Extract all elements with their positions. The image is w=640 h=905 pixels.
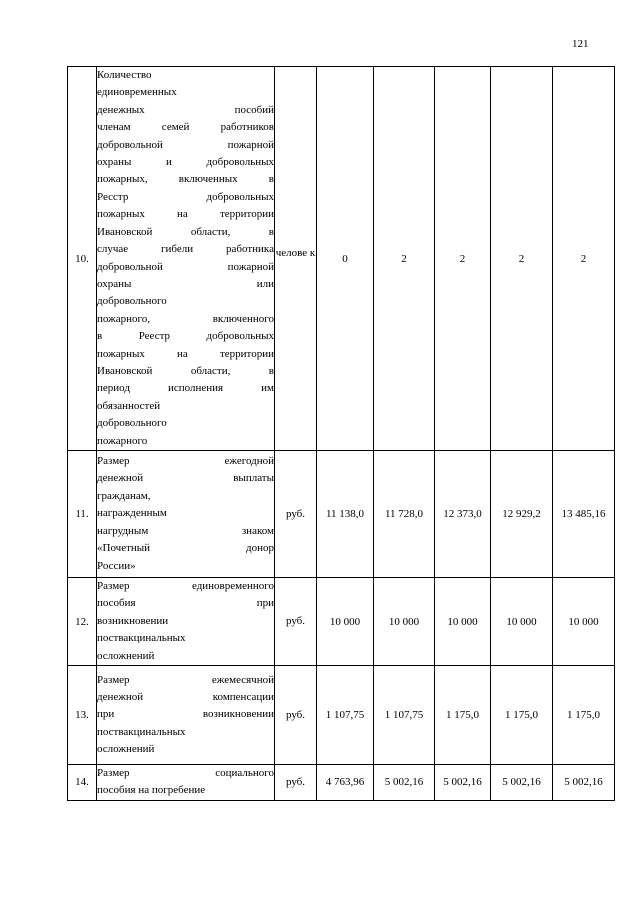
description-line: поствакцинальных: [97, 632, 186, 645]
description-line: охраны или: [97, 277, 274, 290]
table-row: [68, 67, 615, 451]
value-cell: 2: [553, 67, 615, 451]
unit-cell: руб.: [275, 765, 317, 801]
value-cell: 5 002,16: [553, 765, 615, 801]
benefits-table: [67, 66, 615, 801]
unit-cell: челове к: [275, 67, 317, 451]
value-cell: 2: [491, 67, 553, 451]
table-row: [68, 578, 615, 666]
value-cell: 5 002,16: [374, 765, 435, 801]
value-cell: 13 485,16: [553, 451, 615, 578]
value-cell: 4 763,96: [317, 765, 374, 801]
description-line: добровольной пожарной: [97, 138, 274, 151]
description-line: случае гибели работника: [97, 243, 274, 256]
description-line: добровольного: [97, 417, 167, 430]
description-line: нагрудным знаком: [97, 524, 274, 537]
description-line: Ивановской области, в: [97, 225, 274, 238]
value-cell: 0: [317, 67, 374, 451]
unit-cell: руб.: [275, 578, 317, 666]
description-line: Ивановской области, в: [97, 364, 274, 377]
description-line: гражданам,: [97, 489, 151, 502]
description-line: Размер социального: [97, 767, 274, 780]
description-line: членам семей работников: [97, 121, 274, 134]
description-line: возникновении: [97, 614, 169, 627]
unit-cell: руб.: [275, 451, 317, 578]
table-row: [68, 765, 615, 801]
row-description: [97, 578, 275, 666]
row-description: [97, 67, 275, 451]
value-cell: 10 000: [317, 578, 374, 666]
description-line: в Реестр добровольных: [97, 330, 274, 343]
unit-cell: руб.: [275, 666, 317, 765]
description-line: Размер ежемесячной: [97, 673, 274, 686]
row-number: 12.: [68, 578, 97, 666]
description-line: пожарных, включенных в: [97, 173, 274, 186]
description-line: пособия при: [97, 597, 274, 610]
description-line: охраны и добровольных: [97, 156, 274, 169]
value-cell: 1 175,0: [435, 666, 491, 765]
row-number: 13.: [68, 666, 97, 765]
value-cell: 1 175,0: [491, 666, 553, 765]
description-line: единовременных: [97, 86, 177, 99]
description-line: добровольной пожарной: [97, 260, 274, 273]
value-cell: 1 107,75: [374, 666, 435, 765]
table-row: [68, 451, 615, 578]
value-cell: 1 175,0: [553, 666, 615, 765]
row-description: [97, 451, 275, 578]
row-description: [97, 765, 275, 801]
table-row: [68, 666, 615, 765]
description-line: пожарного: [97, 434, 148, 447]
value-cell: 11 138,0: [317, 451, 374, 578]
description-line: «Почетный донор: [97, 542, 274, 555]
description-line: денежных пособий: [97, 103, 274, 116]
description-line: добровольного: [97, 295, 167, 308]
description-line: денежной выплаты: [97, 472, 274, 485]
description-line: России»: [97, 559, 136, 572]
row-number: 14.: [68, 765, 97, 801]
description-line: пожарного, включенного: [97, 312, 274, 325]
value-cell: 10 000: [374, 578, 435, 666]
value-cell: 2: [374, 67, 435, 451]
row-number: 11.: [68, 451, 97, 578]
value-cell: 2: [435, 67, 491, 451]
description-line: при возникновении: [97, 708, 274, 721]
description-line: Размер ежегодной: [97, 455, 274, 468]
value-cell: 10 000: [491, 578, 553, 666]
description-line: пожарных на территории: [97, 208, 274, 221]
description-line: Ресстр добровольных: [97, 190, 274, 203]
description-line: поствакцинальных: [97, 725, 186, 738]
description-line: период исполнения им: [97, 382, 274, 395]
description-line: Размер единовременного: [97, 580, 274, 592]
value-cell: 12 929,2: [491, 451, 553, 578]
description-line: осложнений: [97, 743, 155, 756]
description-line: награжденным: [97, 507, 167, 520]
description-line: пожарных на территории: [97, 347, 274, 360]
description-line: осложнений: [97, 649, 155, 662]
value-cell: 10 000: [435, 578, 491, 666]
page-number: 121: [572, 38, 589, 50]
description-line: денежной компенсации: [97, 690, 274, 703]
description-line: пособия на погребение: [97, 784, 206, 797]
value-cell: 5 002,16: [491, 765, 553, 801]
row-number: 10.: [68, 67, 97, 451]
description-line: обязанностей: [97, 399, 161, 412]
value-cell: 11 728,0: [374, 451, 435, 578]
value-cell: 10 000: [553, 578, 615, 666]
value-cell: 1 107,75: [317, 666, 374, 765]
row-description: [97, 666, 275, 765]
description-line: Количество: [97, 69, 152, 82]
value-cell: 5 002,16: [435, 765, 491, 801]
value-cell: 12 373,0: [435, 451, 491, 578]
